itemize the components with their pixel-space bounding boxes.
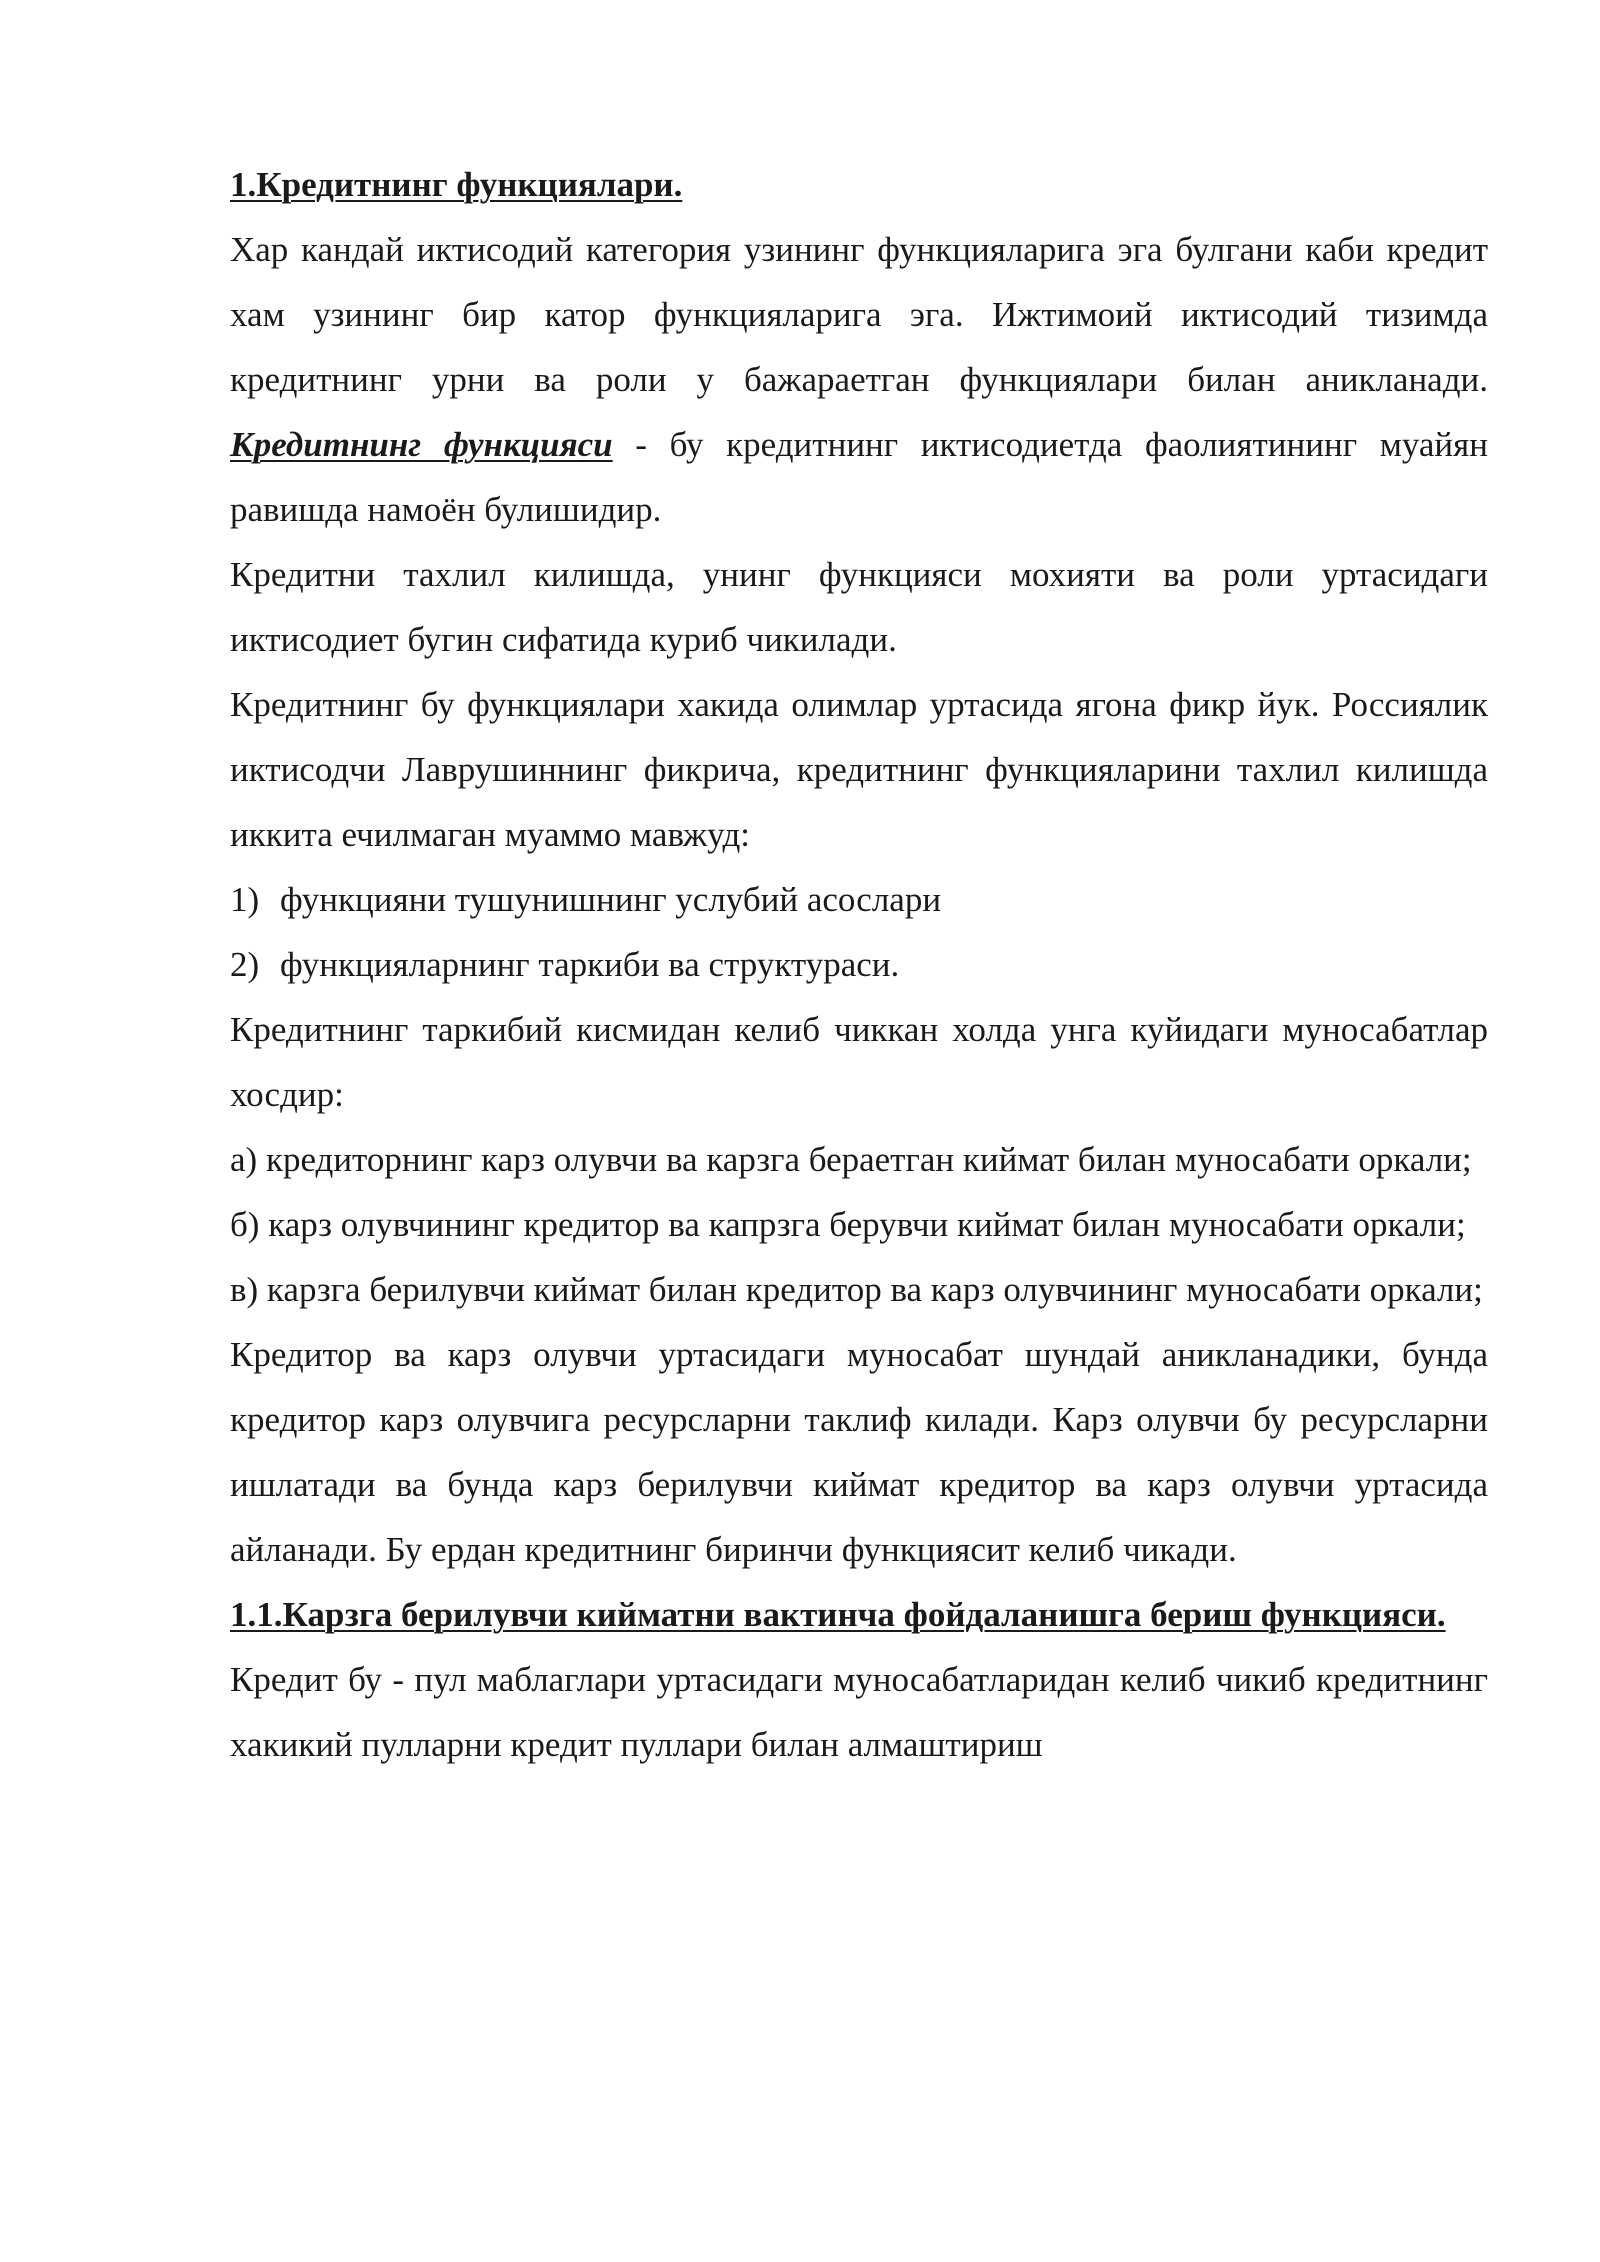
list-item-b: б) карз олувчининг кредитор ва капрзга берувчи киймат билан муносабати оркали; [230, 1205, 1466, 1244]
paragraph-4: Кредитнинг таркибий кисмидан келиб чиккан холда унга куйидаги муносабатлар хосдир: [230, 1010, 1488, 1114]
list-item-1 [230, 867, 1488, 932]
paragraph-6: Кредит бу - пул маблаглари уртасидаги муносабатларидан келиб чикиб кредитнинг хакикий пулларни кредит пуллари билан алмаштириш [230, 1660, 1488, 1764]
subsection-heading [230, 1582, 1488, 1647]
list-item-2-number: 2) [230, 945, 260, 984]
paragraph-1-start: Хар кандай иктисодий категория узининг функцияларига эга булгани каби кредит хам узининг бир катор функцияларига эга. Ижтимоий иктисодий тизимда кредитнинг урни ва роли у бажараетган функциялари билан аникланади. [230, 230, 1488, 399]
list-item-a: а) кредиторнинг карз олувчи ва карзга бераетган киймат билан муносабати оркали; [230, 1140, 1472, 1179]
list-item-v: в) карзга берилувчи киймат билан кредитор ва карз олувчининг муносабати оркали; [230, 1270, 1483, 1309]
paragraph-1-end: - бу кредитнинг иктисодиетда фаолиятининг муайян равишда намоён булишидир. [230, 425, 1488, 529]
list-item-2 [230, 932, 1488, 997]
paragraph-1 [230, 217, 1488, 542]
paragraph-3: Кредитнинг бу функциялари хакида олимлар уртасида ягона фикр йук. Россиялик иктисодчи Лаврушиннинг фикрича, кредитнинг функцияларини тахлил килишда иккита ечилмаган муаммо мавжуд: [230, 685, 1488, 854]
section-heading [230, 152, 1488, 217]
paragraph-5: Кредитор ва карз олувчи уртасидаги муносабат шундай аникланадики, бунда кредитор карз олувчига ресурсларни таклиф килади. Карз олувчи бу ресурсларни ишлатади ва бунда карз берилувчи киймат кредитор ва карз олувчи уртасида айланади. Бу ердан кредитнинг биринчи функциясит келиб чикади. [230, 1335, 1488, 1569]
section-heading-text: 1.Кредитнинг функциялари. [230, 165, 683, 204]
document-body [230, 152, 1488, 1777]
term-credit-function: Кредитнинг функцияси [230, 425, 613, 464]
list-item-1-text: функцияни тушунишнинг услубий асослари [280, 880, 942, 919]
list-item-2-text: функцияларнинг таркиби ва структураси. [280, 945, 900, 984]
paragraph-2: Кредитни тахлил килишда, унинг функцияси мохияти ва роли уртасидаги иктисодиет бугин сифатида куриб чикилади. [230, 555, 1488, 659]
subsection-heading-text: 1.1.Карзга берилувчи кийматни вактинча фойдаланишга бериш функцияси. [230, 1595, 1446, 1634]
list-item-1-number: 1) [230, 880, 260, 919]
